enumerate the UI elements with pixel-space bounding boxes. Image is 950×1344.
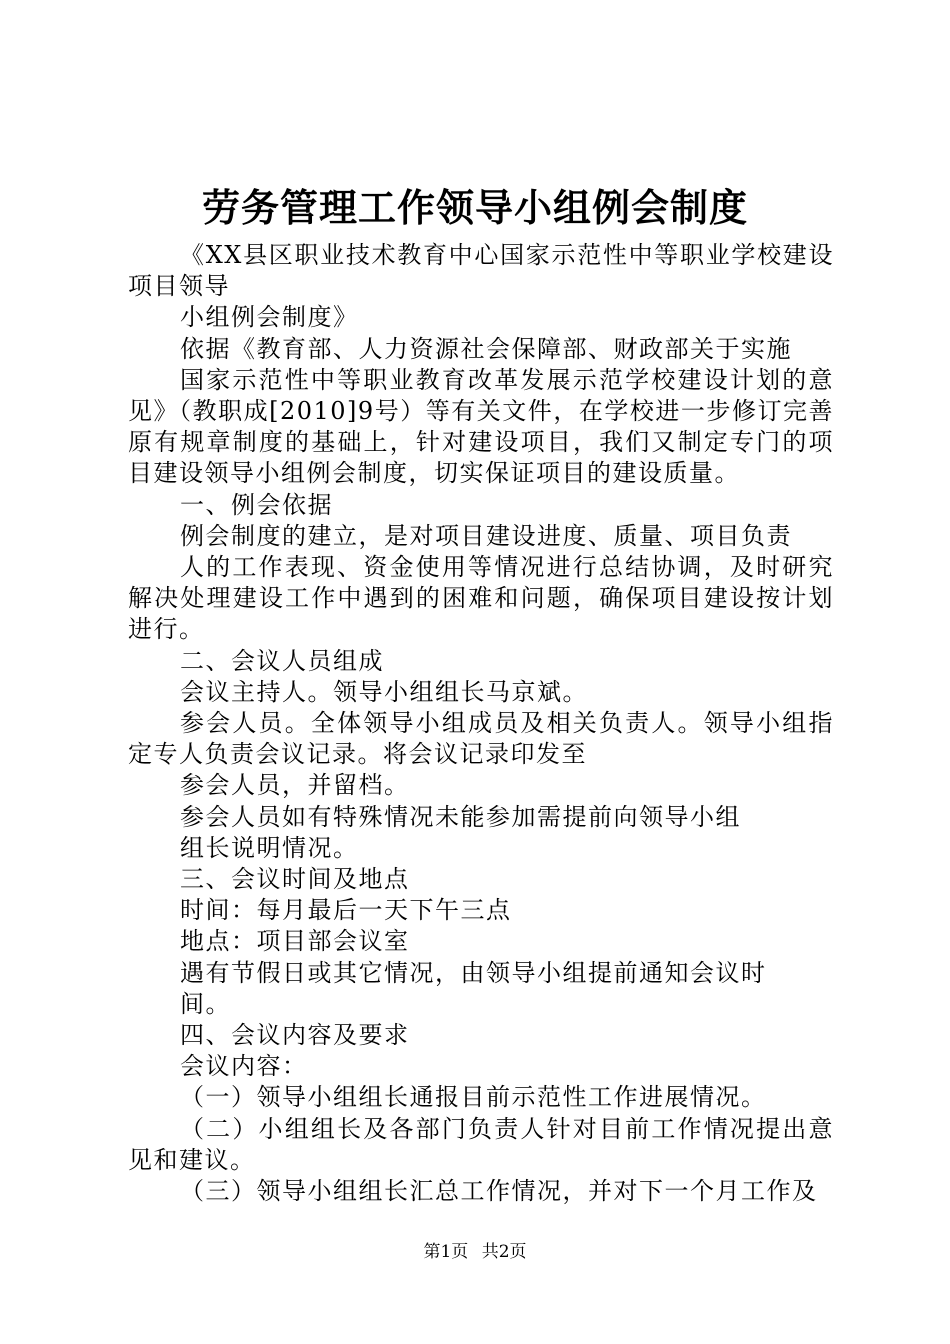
section-heading: 三、会议时间及地点 bbox=[180, 865, 410, 894]
paragraph: 会议内容： bbox=[180, 1052, 308, 1081]
paragraph: 小组例会制度》 bbox=[180, 303, 359, 332]
paragraph: 间。 bbox=[180, 989, 231, 1018]
section-heading: 一、例会依据 bbox=[180, 490, 333, 519]
paragraph: 《XX县区职业技术教育中心国家示范性中等职业学校建设项目领导 bbox=[128, 241, 834, 301]
paragraph: 遇有节假日或其它情况，由领导小组提前通知会议时 bbox=[180, 958, 767, 987]
document-title: 劳务管理工作领导小组例会制度 bbox=[201, 185, 748, 230]
section-heading: 二、会议人员组成 bbox=[180, 646, 384, 675]
paragraph: 参会人员。全体领导小组成员及相关负责人。领导小组指定专人负责会议记录。将会议记录印发至 bbox=[128, 709, 834, 769]
page-total: 共2页 bbox=[481, 1242, 527, 1262]
paragraph: 例会制度的建立，是对项目建设进度、质量、项目负责 bbox=[180, 521, 792, 550]
list-item: （一）领导小组组长通报目前示范性工作进展情况。 bbox=[180, 1083, 767, 1112]
paragraph: 会议主持人。领导小组组长马京斌。 bbox=[180, 677, 588, 706]
paragraph: 参会人员，并留档。 bbox=[180, 771, 410, 800]
paragraph: 人的工作表现、资金使用等情况进行总结协调，及时研究解决处理建设工作中遇到的困难和问题，确保项目建设按计划进行。 bbox=[128, 553, 834, 644]
paragraph: 时间：每月最后一天下午三点 bbox=[180, 896, 512, 925]
paragraph: 依据《教育部、人力资源社会保障部、财政部关于实施 bbox=[180, 334, 792, 363]
document-body bbox=[128, 240, 834, 1207]
paragraph: 国家示范性中等职业教育改革发展示范学校建设计划的意见》（教职成[2010]9号）等有关文件，在学校进一步修订完善原有规章制度的基础上，针对建设项目，我们又制定专门的项目建设领导小组例会制度，切实保证项目的建设质量。 bbox=[128, 365, 834, 488]
paragraph: 参会人员如有特殊情况未能参加需提前向领导小组 bbox=[180, 802, 741, 831]
paragraph: 地点：项目部会议室 bbox=[180, 927, 410, 956]
page-number: 第1页 bbox=[423, 1242, 469, 1262]
list-item: （三）领导小组组长汇总工作情况，并对下一个月工作及 bbox=[180, 1177, 818, 1206]
section-heading: 四、会议内容及要求 bbox=[180, 1021, 410, 1050]
page-footer bbox=[0, 1240, 950, 1264]
list-item: （二）小组组长及各部门负责人针对目前工作情况提出意见和建议。 bbox=[128, 1114, 834, 1174]
paragraph: 组长说明情况。 bbox=[180, 833, 359, 862]
